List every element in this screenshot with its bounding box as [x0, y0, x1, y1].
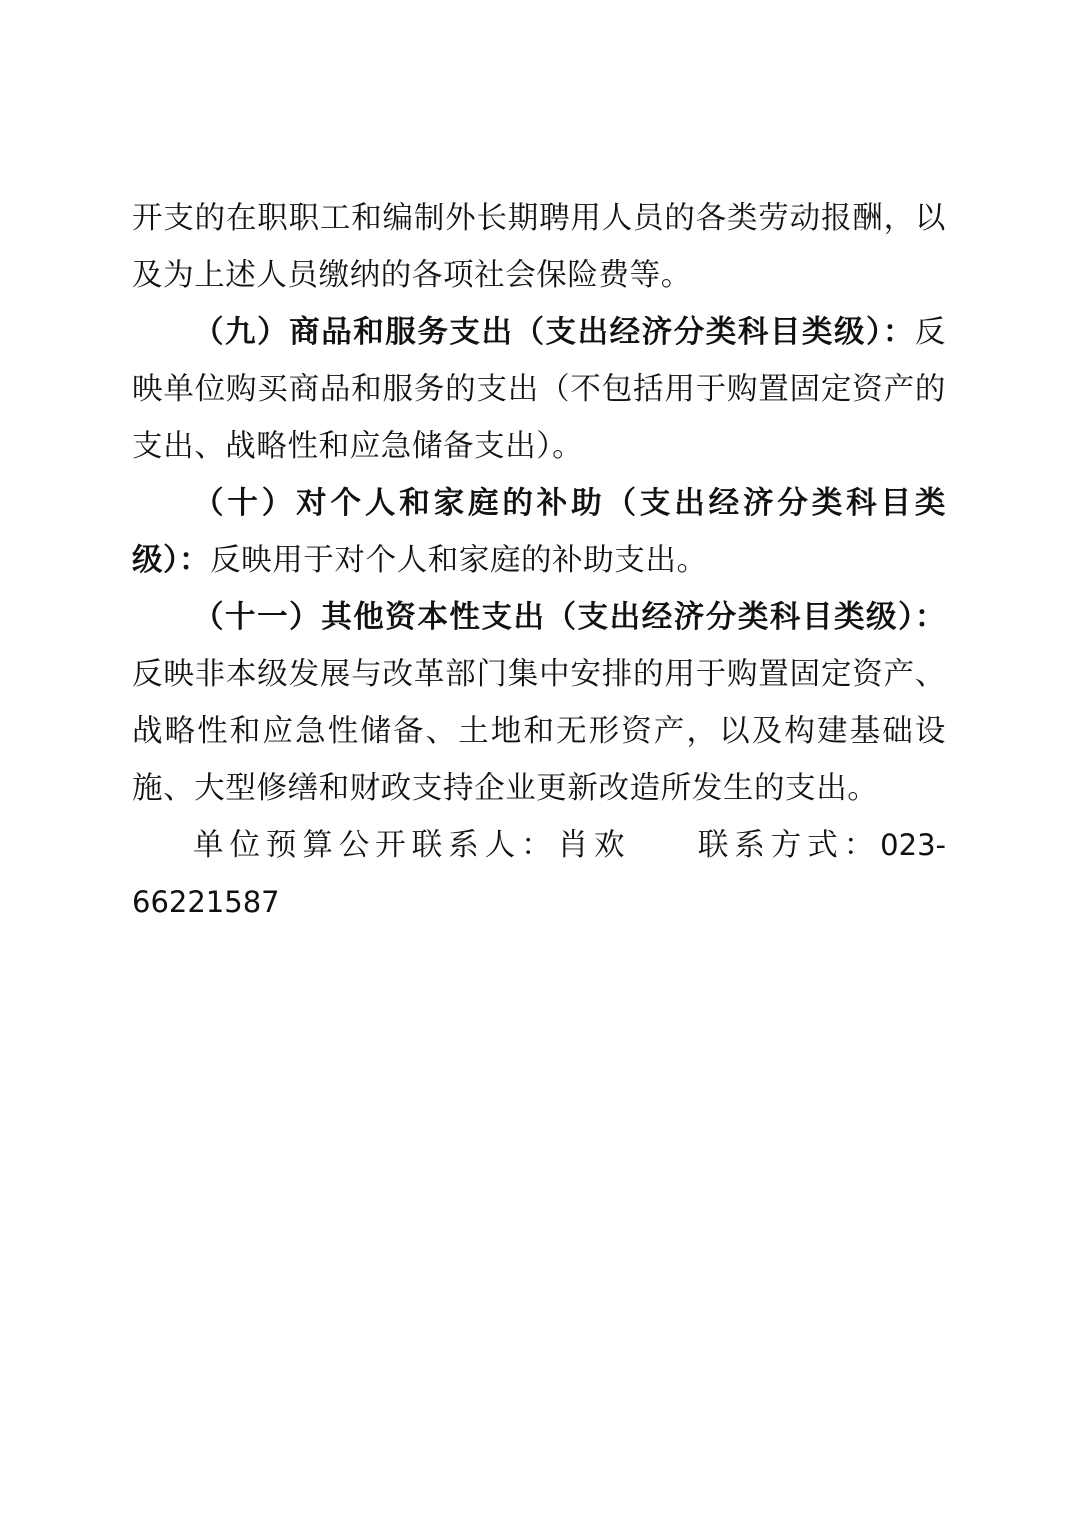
paragraph-item-11	[132, 589, 946, 817]
paragraph-item-10	[132, 475, 946, 589]
phone-number: 023-66221587	[132, 828, 946, 919]
paragraph-text-10: 反映用于对个人和家庭的补助支出。	[210, 543, 708, 578]
contact-label: 单位预算公开联系人：	[193, 828, 558, 863]
paragraph-text-11: 反映非本级发展与改革部门集中安排的用于购置固定资产、战略性和应急性储备、土地和无形资产，以及构建基础设施、大型修缮和财政支持企业更新改造所发生的支出。	[132, 657, 946, 806]
paragraph-lead-10: （十）对个人和家庭的补助（支出经济分类科目类级）：	[132, 485, 946, 578]
contact-line	[132, 817, 946, 931]
paragraph-item-9	[132, 304, 946, 475]
document-body	[132, 190, 946, 931]
phone-label: 联系方式：	[692, 828, 881, 863]
paragraph-text-9: 反映单位购买商品和服务的支出（不包括用于购置固定资产的支出、战略性和应急储备支出）。	[132, 315, 946, 464]
paragraph-lead-9: （九）商品和服务支出（支出经济分类科目类级）：	[193, 314, 915, 350]
contact-name: 肖欢	[557, 828, 631, 863]
paragraph-lead-11: （十一）其他资本性支出（支出经济分类科目类级）：	[193, 599, 946, 635]
paragraph-continued	[132, 190, 946, 304]
paragraph-text: 开支的在职职工和编制外长期聘用人员的各类劳动报酬，以及为上述人员缴纳的各项社会保险费等。	[132, 201, 946, 293]
